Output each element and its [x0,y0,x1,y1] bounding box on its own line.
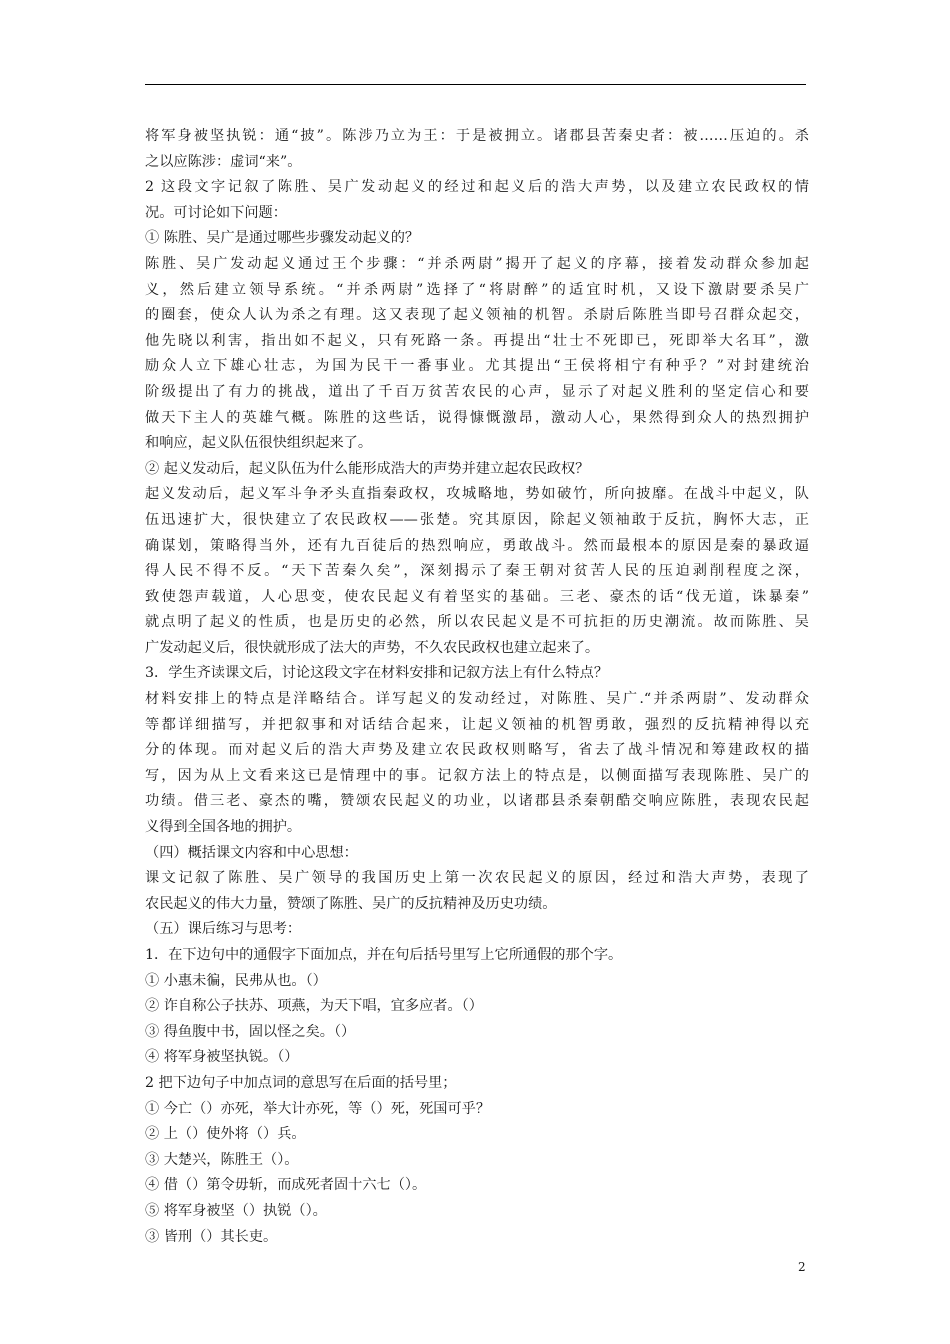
text-line: ③ 皆刑（）其长吏。 [145,1228,278,1245]
document-body [145,124,809,1250]
text-line: 义，然后建立领导系统。“并杀两尉”选择了“将尉醉”的适宜时机，又设下激尉要杀吴广 [145,281,809,298]
text-line: 材料安排上的特点是洋略结合。详写起义的发动经过，对陈胜、吴广.“并杀两尉”、发动群众 [145,691,809,708]
text-line: 伍迅速扩大，很快建立了农民政权——张楚。究其原因，除起义领袖敢于反抗，胸怀大志，正 [145,511,809,528]
text-line: 功绩。借三老、豪杰的嘴，赞颂农民起义的功业，以诸郡县杀秦朝酷交响应陈胜，表现农民起 [145,793,809,810]
text-line: 励众人立下雄心壮志，为国为民干一番事业。尤其提出“王侯将相宁有种乎？”对封建统治 [145,358,809,375]
text-line: 等都详细描写，并把叙事和对话结合起来，让起义领袖的机智勇敢，强烈的反抗精神得以充 [145,716,809,733]
text-line: 义得到全国各地的拥护。 [145,819,302,836]
text-line: 2 把下边句子中加点词的意思写在后面的括号里； [145,1074,457,1091]
text-line: 和响应，起义队伍很快组织起来了。 [145,435,373,452]
text-line: 之以应陈涉：虚词“来”。 [145,153,302,170]
text-line: 起义发动后，起义军斗争矛头直指秦政权，攻城略地，势如破竹，所向披靡。在战斗中起义，队 [145,486,809,503]
text-line: 得人民不得不反。“天下苦秦久矣”，深刻揭示了秦王朝对贫苦人民的压迫剥削程度之深， [145,563,809,580]
text-line: ② 起义发动后，起义队伍为什么能形成浩大的声势并建立起农民政权？ [145,460,590,477]
text-line: 将军身被坚执锐：通“披”。陈涉乃立为王：于是被拥立。诸郡县苦秦史者：被……压迫的。杀 [145,128,809,144]
text-line: ② 诈自称公子扶苏、项燕，为天下唱，宜多应者。（） [145,998,483,1015]
text-line: 2 这段文字记叙了陈胜、吴广发动起义的经过和起义后的浩大声势，以及建立农民政权的情 [145,179,809,196]
text-line: 的圈套，使众人认为杀之有理。这又表现了起义领袖的机智。杀尉后陈胜当即号召群众起交， [145,307,809,324]
text-line: ③ 得鱼腹中书，固以怪之矣。（） [145,1023,356,1040]
text-line: ③ 大楚兴，陈胜王（）。 [145,1151,299,1168]
text-line: 况。可讨论如下问题： [145,204,287,221]
text-line: ① 小惠未徧，民弗从也。（） [145,972,327,989]
text-line: ⑤ 将军身被坚（）执锐（）。 [145,1202,327,1219]
text-line: 农民起义的伟大力量，赞颂了陈胜、吴广的反抗精神及历史功绩。 [145,895,557,912]
header-rule [145,84,806,85]
text-line: 3．学生齐读课文后，讨论这段文字在材料安排和记叙方法上有什么特点？ [145,665,609,682]
text-line: （四）概括课文内容和中心思想： [145,844,358,861]
text-line: ④ 借（）第令毋斩，而成死者固十六七（）。 [145,1177,427,1194]
text-line: 致使怨声载道，人心思变，使农民起义有着坚实的基础。三老、豪杰的话“伐无道，诛暴秦” [145,588,809,605]
text-line: 分的体现。而对起义后的浩大声势及建立农民政权则略写，省去了战斗情况和筹建政权的描 [145,742,809,759]
text-line: 1．在下边句中的通假字下面加点，并在句后括号里写上它所通假的那个字。 [145,947,623,963]
text-line: 广发动起义后，很快就形成了法大的声势，不久农民政权也建立起来了。 [145,639,600,656]
page-number: 2 [798,1260,806,1274]
text-line: 阶级提出了有力的挑战，道出了千百万贫苦农民的心声，显示了对起义胜利的坚定信心和要 [145,383,809,400]
text-line: 就点明了起义的性质，也是历史的必然，所以农民起义是不可抗拒的历史潮流。故而陈胜、吴 [145,614,809,631]
text-line: ④ 将军身被坚执锐。（） [145,1049,299,1066]
text-line: ① 陈胜、吴广是通过哪些步骤发动起义的？ [145,230,420,247]
text-line: 做天下主人的英雄气概。陈胜的这些话，说得慷慨激昂，激动人心，果然得到众人的热烈拥护 [145,409,809,426]
text-line: 确谋划，策略得当外，还有九百徒后的热烈响应，勇敢战斗。然而最根本的原因是秦的暴政逼 [145,537,809,554]
text-line: 陈胜、吴广发动起义通过王个步骤：“并杀两尉”揭开了起义的序幕，接着发动群众参加起 [145,255,809,272]
text-line: 写，因为从上文看来这已是情理中的事。记叙方法上的特点是，以侧面描写表现陈胜、吴广的 [145,767,809,784]
text-line: ② 上（）使外将（）兵。 [145,1126,306,1143]
text-line: ① 今亡（）亦死，举大计亦死，等（）死，死国可乎？ [145,1100,491,1117]
text-line: 他先晓以利害，指出如不起义，只有死路一条。再提出“壮士不死即已，死即举大名耳”，激 [145,332,809,349]
text-line: （五）课后练习与思考： [145,921,302,938]
text-line: 课文记叙了陈胜、吴广领导的我国历史上第一次农民起义的原因，经过和浩大声势，表现了 [145,870,809,887]
